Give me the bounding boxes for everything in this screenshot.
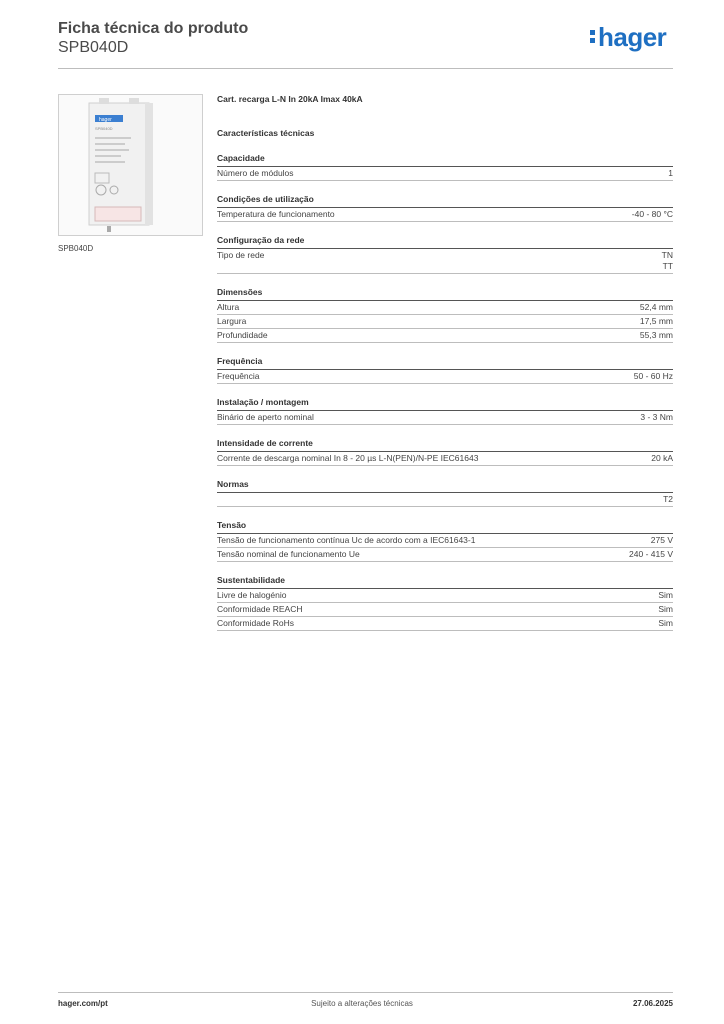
product-illustration (59, 95, 202, 235)
footer-divider (58, 992, 673, 993)
specs-panel (217, 94, 673, 631)
spec-value: 1 (668, 168, 673, 178)
product-image-caption: SPB040D (58, 244, 94, 253)
spec-value: 3 - 3 Nm (640, 412, 673, 422)
product-code-heading: SPB040D (58, 39, 129, 56)
spec-label: Corrente de descarga nominal In 8 - 20 µs L-N(PEN)/N-PE IEC61643 (217, 453, 479, 463)
spec-sections (217, 153, 673, 631)
product-description: Cart. recarga L-N In 20kA Imax 40kA (217, 94, 363, 104)
spec-label: Frequência (217, 371, 260, 381)
spec-section-title: Frequência (217, 356, 673, 370)
spec-label (217, 494, 663, 505)
spec-row (217, 167, 673, 181)
spec-label: Profundidade (217, 330, 268, 340)
spec-row (217, 301, 673, 315)
header-divider (58, 68, 673, 69)
spec-section (217, 479, 673, 507)
spec-row (217, 370, 673, 384)
spec-row (217, 452, 673, 466)
spec-value (662, 250, 673, 272)
spec-row (217, 329, 673, 343)
spec-row (217, 617, 673, 631)
spec-value-line: TT (662, 261, 673, 271)
product-image (58, 94, 203, 236)
spec-value: 240 - 415 V (629, 549, 673, 559)
spec-label: Largura (217, 316, 247, 326)
spec-label: Altura (217, 302, 240, 312)
spec-value-line: TN (661, 250, 673, 260)
spec-section-title: Normas (217, 479, 673, 493)
spec-section (217, 438, 673, 466)
spec-section-title: Dimensões (217, 287, 673, 301)
spec-label: Número de módulos (217, 168, 294, 178)
logo-dots-icon (590, 30, 596, 44)
spec-section (217, 153, 673, 181)
spec-section-title: Instalação / montagem (217, 397, 673, 411)
footer-date: 27.06.2025 (632, 999, 673, 1008)
spec-section-title: Configuração da rede (217, 235, 673, 249)
spec-section-title: Intensidade de corrente (217, 438, 673, 452)
spec-row (217, 603, 673, 617)
spec-section (217, 356, 673, 384)
spec-value: 50 - 60 Hz (633, 371, 673, 381)
spec-value: Sim (658, 618, 673, 628)
spec-section (217, 194, 673, 222)
spec-label: Temperatura de funcionamento (217, 209, 335, 219)
spec-row (217, 589, 673, 603)
spec-label: Tipo de rede (217, 250, 265, 260)
spec-label: Tensão nominal de funcionamento Ue (217, 549, 360, 559)
spec-value: 52,4 mm (639, 302, 673, 312)
spec-value: 20 kA (651, 453, 673, 463)
spec-row (217, 493, 673, 507)
spec-value: Sim (658, 604, 673, 614)
spec-row (217, 548, 673, 562)
footer-website-link[interactable]: hager.com/pt (58, 999, 108, 1008)
spec-section (217, 235, 673, 274)
spec-section (217, 397, 673, 425)
tech-characteristics-title: Características técnicas (217, 128, 315, 138)
image-code-label: SPB040D (95, 126, 113, 131)
spec-value: -40 - 80 °C (631, 209, 673, 219)
spec-section-title: Sustentabilidade (217, 575, 673, 589)
spec-row (217, 411, 673, 425)
spec-section (217, 287, 673, 343)
spec-value: 55,3 mm (639, 330, 673, 340)
spec-section-title: Capacidade (217, 153, 673, 167)
spec-label: Conformidade REACH (217, 604, 303, 614)
spec-section (217, 575, 673, 631)
hager-logo[interactable] (590, 24, 666, 50)
spec-value: T2 (663, 494, 673, 504)
spec-label: Binário de aperto nominal (217, 412, 314, 422)
spec-value: 275 V (650, 535, 673, 545)
page-header-title: Ficha técnica do produto (58, 20, 249, 37)
spec-label: Conformidade RoHs (217, 618, 295, 628)
spec-row (217, 208, 673, 222)
spec-row (217, 249, 673, 274)
footer-notice: Sujeito a alterações técnicas (311, 999, 413, 1008)
spec-row (217, 534, 673, 548)
spec-label: Tensão de funcionamento contínua Uc de acordo com a IEC61643-1 (217, 535, 476, 545)
spec-value: Sim (658, 590, 673, 600)
spec-value: 17,5 mm (639, 316, 673, 326)
logo-text: hager (598, 22, 667, 52)
spec-label: Livre de halogénio (217, 590, 287, 600)
spec-section-title: Tensão (217, 520, 673, 534)
image-brand-label: hager (99, 117, 112, 123)
spec-section (217, 520, 673, 562)
spec-section-title: Condições de utilização (217, 194, 673, 208)
spec-row (217, 315, 673, 329)
